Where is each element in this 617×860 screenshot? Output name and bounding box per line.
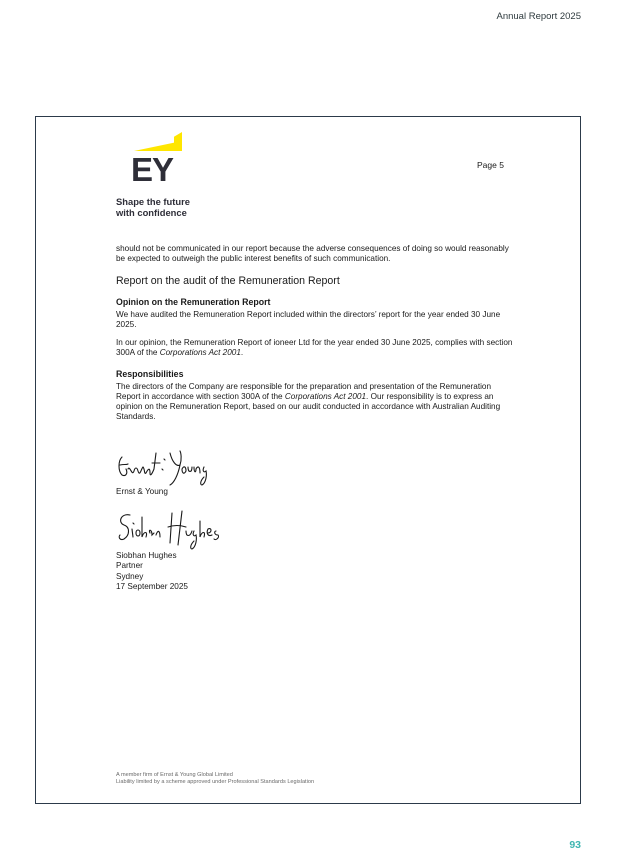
ey-tagline-line-2: with confidence — [116, 206, 187, 218]
partner-signature-block — [116, 507, 226, 592]
ey-logo-tagline — [116, 197, 226, 219]
ey-logo-letters: EY — [131, 151, 174, 188]
act-reference: Corporations Act 2001 — [284, 391, 367, 401]
report-header-title: Annual Report 2025 — [496, 11, 581, 22]
partner-handwritten-signature — [116, 507, 226, 551]
opinion-paragraph-1: We have audited the Remuneration Report included within the directors’ report for the year ended 30 June 2025. — [116, 309, 501, 329]
opinion-paragraph-2-text: In our opinion, the Remuneration Report of ioneer Ltd for the year ended 30 June 2025, complies with section 300A of the — [116, 338, 513, 358]
opinion-heading: Opinion on the Remuneration Report — [116, 296, 271, 307]
firm-handwritten-signature — [116, 447, 216, 487]
signature-date: 17 September 2025 — [116, 581, 188, 591]
footer-line-1: A member firm of Ernst & Young Global Limited — [116, 772, 233, 778]
firm-name: Ernst & Young — [116, 487, 168, 496]
ey-logo-beam-tip — [174, 132, 182, 144]
responsibilities-text: The directors of the Company are responsible for the preparation and presentation of the Remuneration Report in accordance with section 300A of the — [116, 381, 492, 401]
partner-role: Partner — [116, 561, 143, 571]
intro-paragraph: should not be communicated in our report because the adverse consequences of doing so would reasonably be expected to outweigh the public interest benefits of such communication. — [116, 244, 509, 264]
auditor-letter-page — [35, 116, 581, 804]
ey-tagline-line-1: Shape the future — [116, 196, 190, 207]
letter-body — [116, 244, 516, 423]
responsibilities-paragraph — [116, 382, 516, 423]
opinion-paragraph-2 — [116, 338, 516, 359]
page-number: 93 — [569, 839, 581, 851]
footer-line-2: Liability limited by a scheme approved under Professional Standards Legislation — [116, 778, 315, 785]
letter-footer — [116, 772, 314, 786]
letter-page-label: Page 5 — [477, 160, 504, 170]
act-reference: Corporations Act 2001 — [159, 348, 241, 358]
responsibilities-heading: Responsibilities — [116, 368, 184, 379]
section-title: Report on the audit of the Remuneration Report — [116, 274, 340, 287]
responsibilities-text-end: . Our responsibility is to express an opinion on the Remuneration Report, based on our audit conducted in accordance with Australian Auditing Standards. — [116, 391, 501, 422]
partner-city: Sydney — [116, 571, 144, 581]
opinion-paragraph-2-end: . — [240, 348, 244, 358]
partner-name: Siobhan Hughes — [116, 551, 177, 560]
ey-logo — [116, 129, 206, 224]
firm-signature-block — [116, 447, 216, 497]
